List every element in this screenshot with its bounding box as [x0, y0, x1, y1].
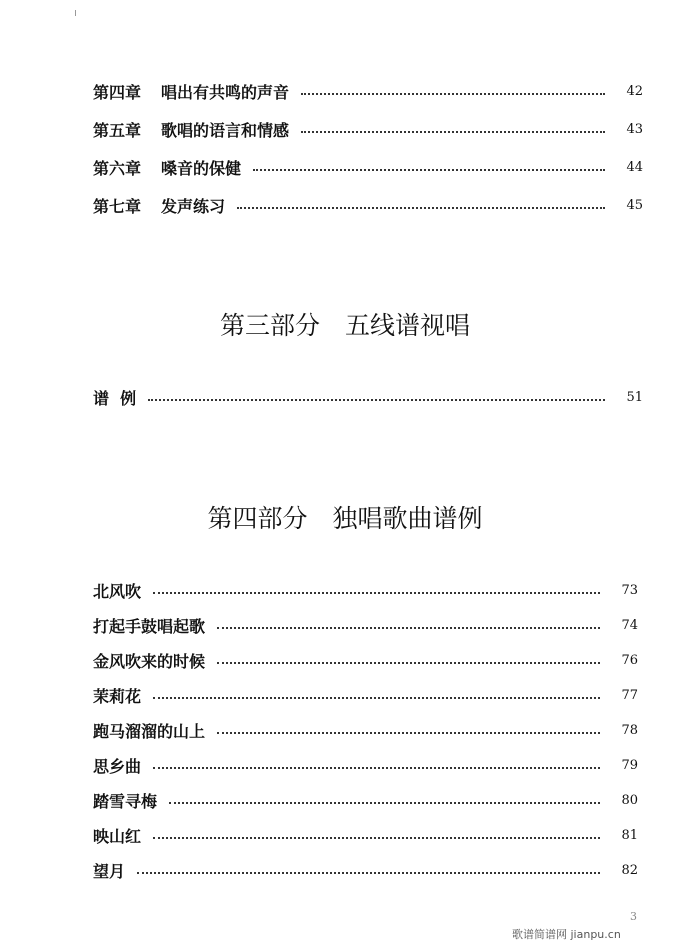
chapter-number: 第六章 — [93, 158, 142, 178]
toc-entry-song[interactable] — [93, 647, 638, 673]
dot-leader — [301, 131, 605, 133]
dot-leader — [237, 207, 605, 209]
page-number: 78 — [621, 722, 638, 738]
dot-leader — [217, 732, 600, 734]
page-number: 73 — [621, 582, 638, 598]
page-number: 74 — [621, 617, 638, 633]
page-number: 77 — [621, 687, 638, 703]
dot-leader — [153, 767, 600, 769]
dot-leader — [217, 627, 600, 629]
song-title: 跑马溜溜的山上 — [93, 721, 206, 741]
song-title: 北风吹 — [93, 581, 142, 601]
page-number: 80 — [621, 792, 638, 808]
song-title: 茉莉花 — [93, 686, 142, 706]
page-number: 45 — [626, 197, 643, 213]
toc-entry-song[interactable] — [93, 682, 638, 708]
toc-entry-chapter-7[interactable] — [93, 192, 643, 218]
toc-entry-song[interactable] — [93, 577, 638, 603]
chapter-title: 发声练习 — [161, 196, 226, 216]
page-number: 51 — [626, 389, 643, 405]
page-footer-number: 3 — [630, 910, 637, 923]
song-title: 踏雪寻梅 — [93, 791, 158, 811]
chapter-title: 歌唱的语言和情感 — [161, 120, 290, 140]
page-number: 76 — [621, 652, 638, 668]
dot-leader — [253, 169, 605, 171]
dot-leader — [153, 697, 600, 699]
site-watermark: 歌谱简谱网 jianpu.cn — [512, 928, 621, 941]
part4-heading: 第四部分 独唱歌曲谱例 — [207, 504, 483, 533]
part3-heading: 第三部分 五线谱视唱 — [219, 311, 470, 340]
dot-leader — [137, 872, 600, 874]
entry-title: 谱 例 — [93, 388, 137, 408]
dot-leader — [153, 592, 600, 594]
toc-entry-song[interactable] — [93, 612, 638, 638]
toc-entry-chapter-4[interactable] — [93, 78, 643, 104]
toc-entry-chapter-5[interactable] — [93, 116, 643, 142]
toc-entry-song[interactable] — [93, 752, 638, 778]
page-number: 44 — [626, 159, 643, 175]
page-number: 43 — [626, 121, 643, 137]
dot-leader — [148, 399, 605, 401]
chapter-number: 第七章 — [93, 196, 142, 216]
chapter-title: 唱出有共鸣的声音 — [161, 82, 290, 102]
dot-leader — [301, 93, 605, 95]
dot-leader — [217, 662, 600, 664]
toc-entry-score-examples[interactable] — [93, 384, 643, 410]
song-title: 望月 — [93, 861, 126, 881]
chapter-title: 嗓音的保健 — [161, 158, 242, 178]
toc-entry-song[interactable] — [93, 717, 638, 743]
chapter-number: 第四章 — [93, 82, 142, 102]
dot-leader — [169, 802, 600, 804]
toc-entry-song[interactable] — [93, 787, 638, 813]
scan-mark — [75, 10, 76, 16]
song-title: 映山红 — [93, 826, 142, 846]
page-number: 79 — [621, 757, 638, 773]
page-number: 42 — [626, 83, 643, 99]
page-number: 81 — [621, 827, 638, 843]
toc-entry-song[interactable] — [93, 857, 638, 883]
chapter-number: 第五章 — [93, 120, 142, 140]
song-title: 金风吹来的时候 — [93, 651, 206, 671]
page-number: 82 — [621, 862, 638, 878]
dot-leader — [153, 837, 600, 839]
toc-entry-song[interactable] — [93, 822, 638, 848]
song-title: 打起手鼓唱起歌 — [93, 616, 206, 636]
song-title: 思乡曲 — [93, 756, 142, 776]
toc-entry-chapter-6[interactable] — [93, 154, 643, 180]
